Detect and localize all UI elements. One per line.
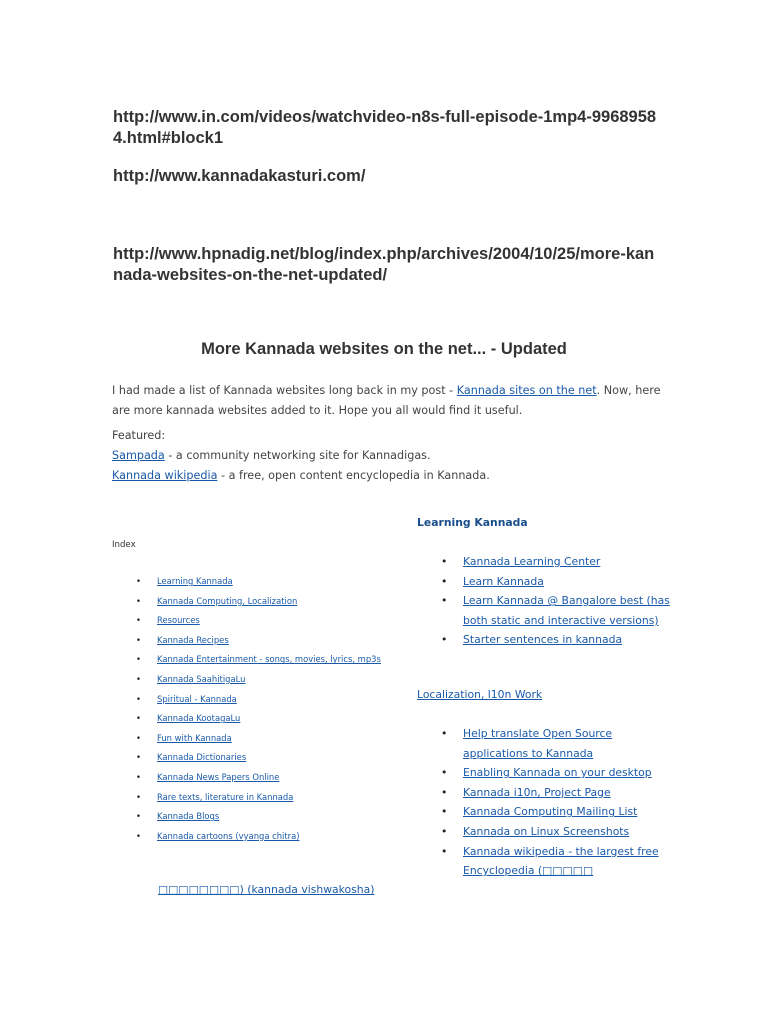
featured-item — [112, 446, 672, 466]
learning-link[interactable]: Learn Kannada @ Bangalore best (has both static and interactive versions) — [463, 594, 670, 627]
list-item — [441, 802, 671, 822]
list-item — [136, 592, 416, 612]
list-item — [136, 631, 416, 651]
kannada-sites-link[interactable]: Kannada sites on the net — [456, 384, 597, 397]
list-item — [136, 709, 416, 729]
list-item — [136, 788, 416, 808]
index-link[interactable]: Kannada KootagaLu — [157, 713, 241, 724]
featured-desc: - a free, open content encyclopedia in Kannada. — [217, 469, 490, 482]
list-item — [136, 807, 416, 827]
list-item — [441, 552, 671, 572]
index-link[interactable]: Fun with Kannada — [157, 732, 232, 743]
index-link[interactable]: Kannada Computing, Localization — [157, 595, 298, 606]
list-item — [441, 822, 671, 842]
list-item — [136, 650, 416, 670]
sampada-link[interactable]: Sampada — [112, 449, 165, 462]
learning-link[interactable]: Starter sentences in kannada — [463, 633, 623, 647]
list-item — [441, 842, 671, 881]
list-item — [441, 724, 671, 763]
list-item — [441, 630, 671, 650]
localization-link[interactable]: Kannada wikipedia - the largest free Encyclopedia (□□□□□ — [463, 844, 659, 878]
index-link[interactable]: Kannada Entertainment - songs, movies, lyrics, mp3s — [157, 654, 381, 665]
url-line-2: http://www.kannadakasturi.com/ — [113, 167, 366, 185]
localization-link[interactable]: Help translate Open Source applications to Kannada — [463, 727, 613, 760]
learning-list — [441, 552, 671, 650]
index-list — [136, 572, 416, 846]
index-link[interactable]: Kannada SaahitigaLu — [157, 673, 246, 684]
list-item — [441, 763, 671, 783]
index-link[interactable]: Kannada News Papers Online — [157, 771, 280, 782]
list-item — [441, 572, 671, 592]
url-line-1: http://www.in.com/videos/watchvideo-n8s-full-episode-1mp4-99689584.html#block1 — [113, 108, 657, 147]
index-link[interactable]: Kannada cartoons (vyanga chitra) — [157, 830, 300, 841]
index-link[interactable]: Spiritual - Kannada — [157, 693, 237, 704]
localization-link[interactable]: Enabling Kannada on your desktop — [463, 766, 652, 780]
learning-link[interactable]: Kannada Learning Center — [463, 555, 601, 568]
index-label: Index — [112, 540, 136, 550]
intro-text-before: I had made a list of Kannada websites long back in my post - — [112, 384, 457, 397]
index-link[interactable]: Kannada Blogs — [157, 811, 220, 822]
index-link[interactable]: Kannada Dictionaries — [157, 752, 247, 763]
list-item — [136, 572, 416, 592]
index-link[interactable]: Rare texts, literature in Kannada — [157, 791, 294, 802]
intro-paragraph — [112, 381, 672, 421]
featured-section — [112, 426, 672, 486]
list-item — [136, 768, 416, 788]
localization-list — [441, 724, 671, 881]
index-link[interactable]: Kannada Recipes — [157, 634, 229, 645]
list-item — [136, 729, 416, 749]
learning-kannada-heading: Learning Kannada — [417, 516, 528, 529]
localization-heading-link[interactable]: Localization, l10n Work — [417, 688, 543, 701]
localization-link[interactable]: Kannada i10n, Project Page — [463, 785, 611, 799]
list-item — [136, 827, 416, 847]
list-item — [136, 611, 416, 631]
localization-link[interactable]: Kannada Computing Mailing List — [463, 805, 638, 819]
kannada-wikipedia-link[interactable]: Kannada wikipedia — [112, 469, 218, 482]
featured-desc: - a community networking site for Kannadigas. — [164, 449, 431, 462]
featured-item — [112, 466, 672, 486]
list-item — [441, 783, 671, 803]
kannada-vishwakosha-link[interactable]: □□□□□□□□) (kannada vishwakosha) — [158, 883, 375, 896]
list-item — [136, 748, 416, 768]
index-link[interactable]: Resources — [157, 615, 200, 626]
list-item — [441, 591, 671, 630]
list-item — [136, 670, 416, 690]
list-item — [136, 690, 416, 710]
article-title: More Kannada websites on the net... - Updated — [201, 340, 567, 358]
url-line-3: http://www.hpnadig.net/blog/index.php/archives/2004/10/25/more-kannada-websites-on-the-net-updated/ — [113, 245, 655, 284]
learning-link[interactable]: Learn Kannada — [463, 574, 544, 588]
intro-text-after: . Now, here are more kannada websites added to it. Hope you all would find it useful. — [112, 384, 661, 417]
localization-link[interactable]: Kannada on Linux Screenshots — [463, 824, 630, 838]
featured-label: Featured: — [112, 429, 166, 442]
index-link[interactable]: Learning Kannada — [157, 576, 233, 586]
